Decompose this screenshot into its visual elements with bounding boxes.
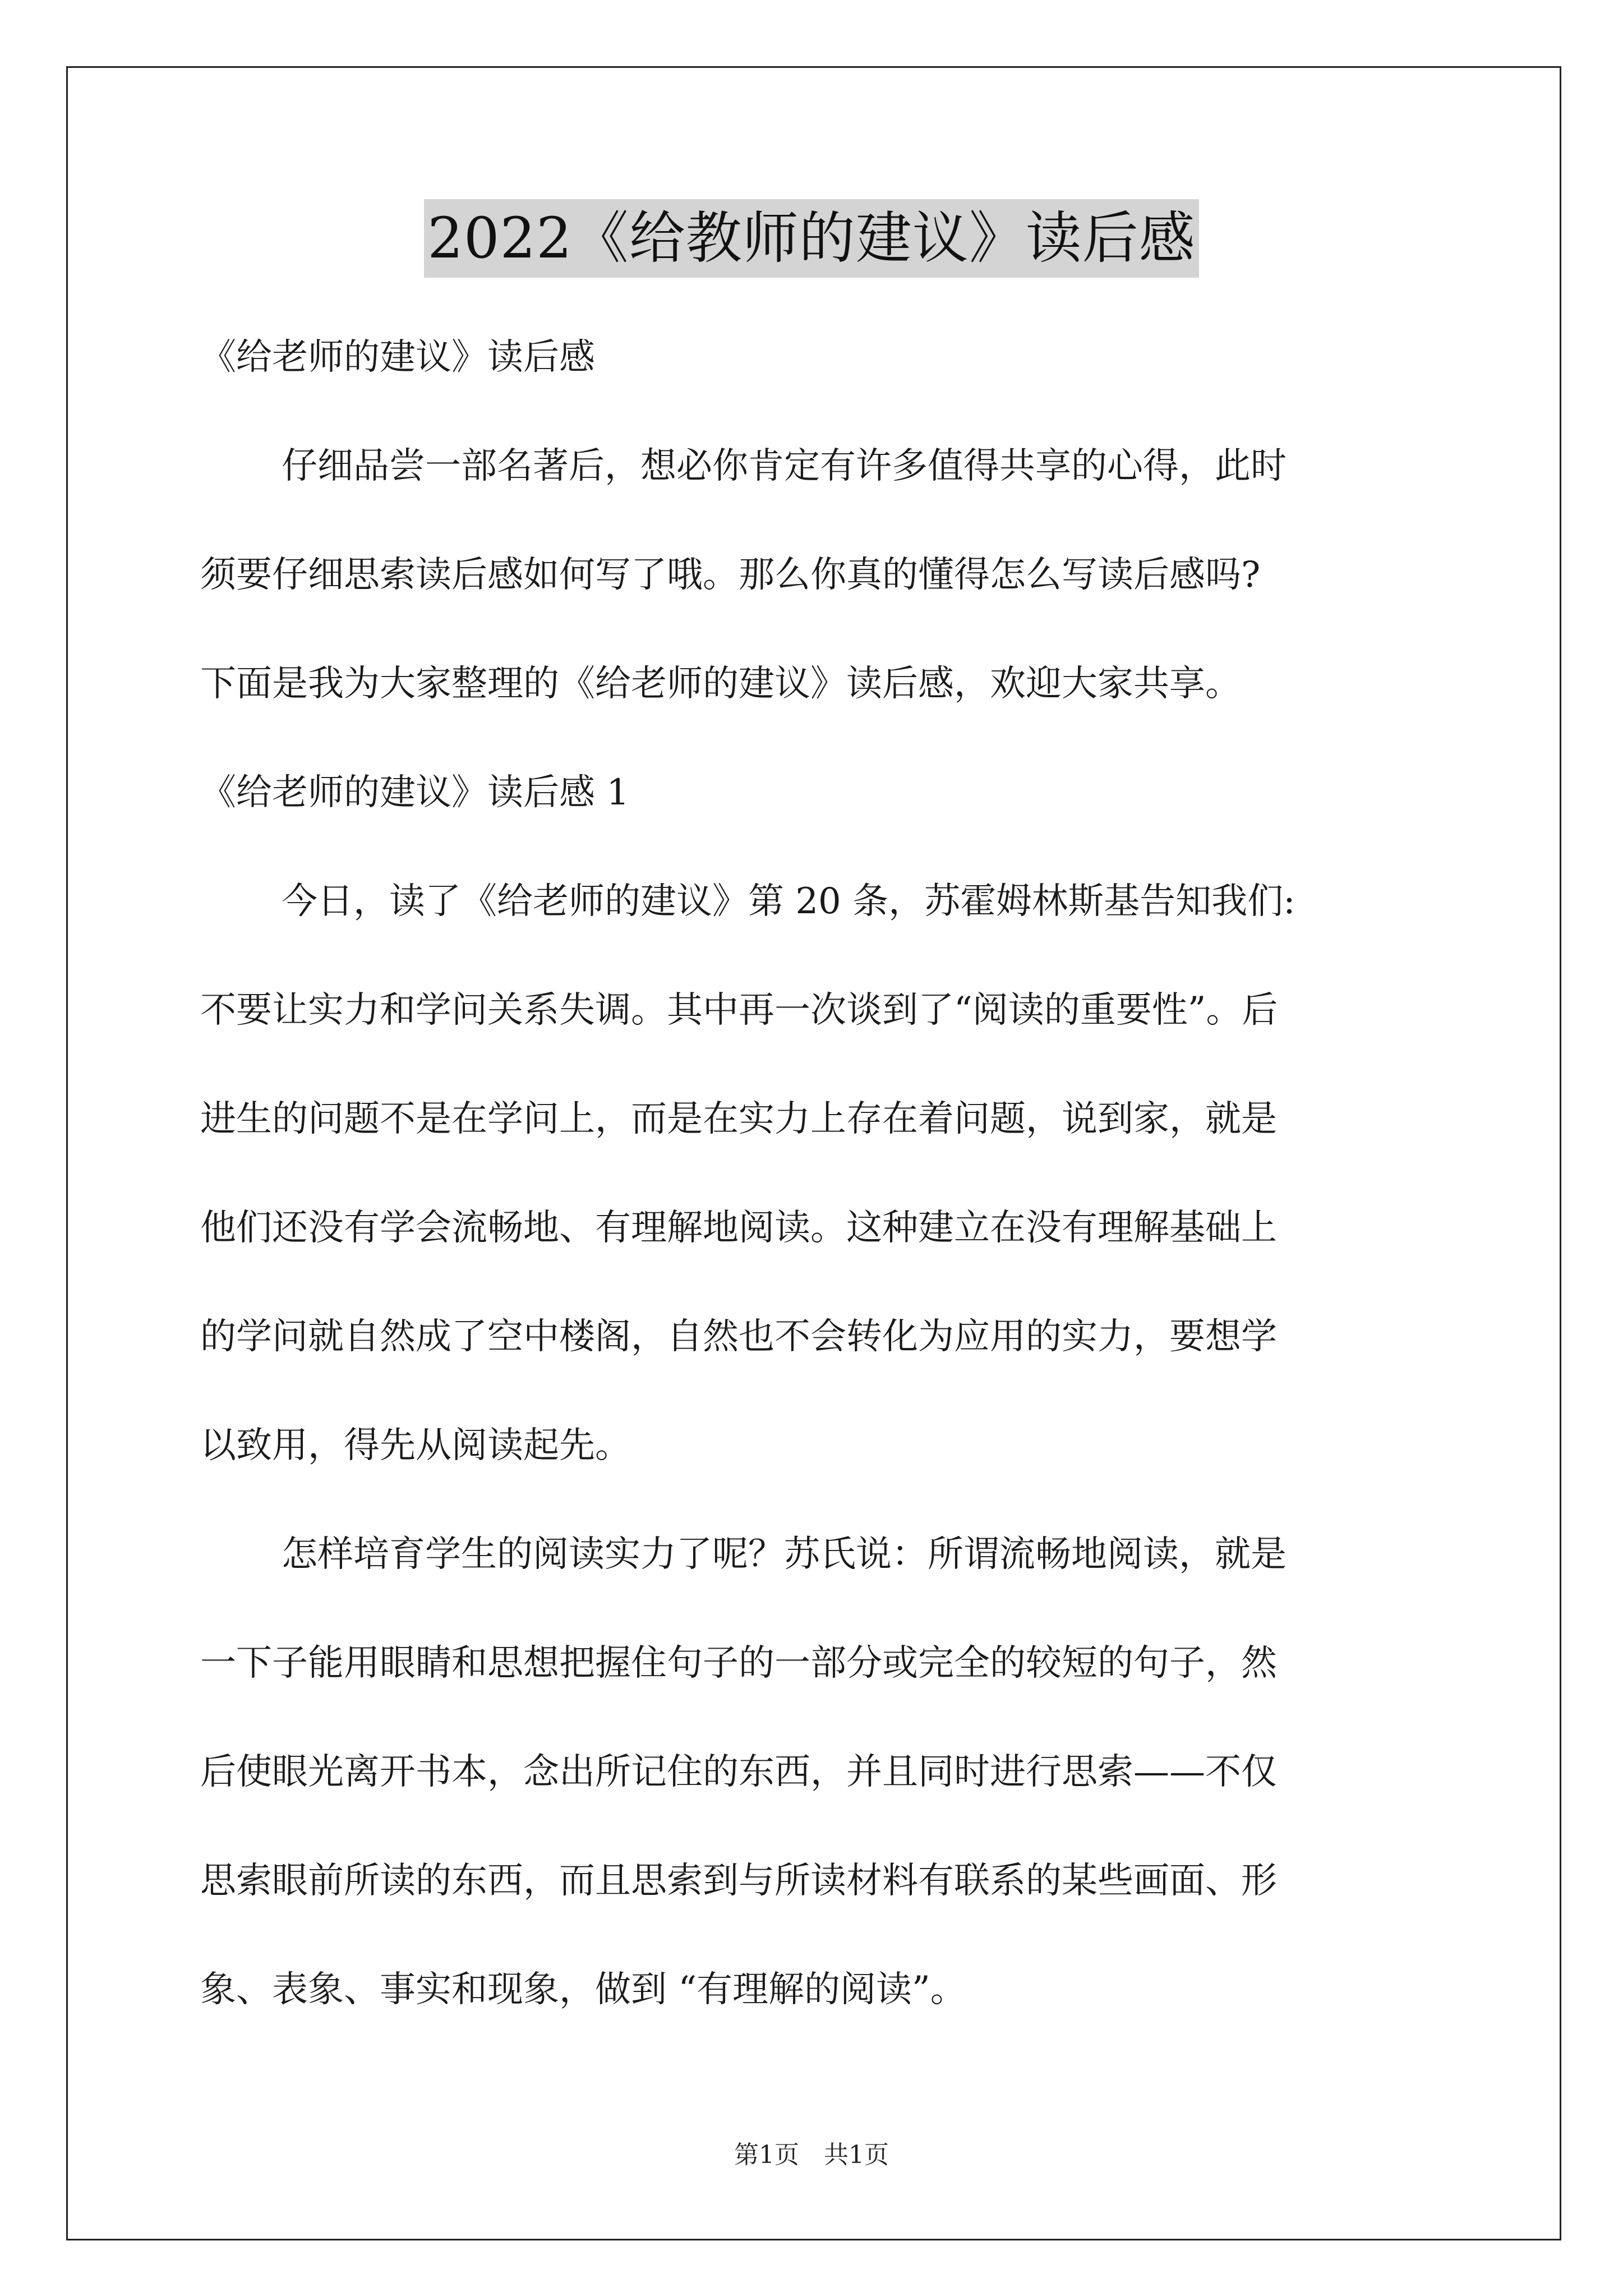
document-body [200,303,1434,2044]
paragraph-line: 须要仔细思索读后感如何写了哦。那么你真的懂得怎么写读后感吗? [200,554,1261,596]
paragraph-line: 怎样培育学生的阅读实力了呢？苏氏说：所谓流畅地阅读，就是 [282,1534,1287,1575]
document-title: 2022《给教师的建议》读后感 [424,199,1199,278]
paragraph-line: 象、表象、事实和现象，做到 “有理解的阅读”。 [200,1969,966,2010]
paragraph-line: 不要让实力和学问关系失调。其中再一次谈到了“阅读的重要性”。后 [200,990,1278,1031]
paragraph-line: 他们还没有学会流畅地、有理解地阅读。这种建立在没有理解基础上 [200,1207,1277,1249]
section-heading: 《给老师的建议》读后感 1 [200,772,630,813]
paragraph-line: 仔细品尝一部名著后，想必你肯定有许多值得共享的心得，此时 [282,445,1287,487]
paragraph-line: 思索眼前所读的东西，而且思索到与所读材料有联系的某些画面、形 [200,1860,1277,1902]
paragraph-line: 进生的问题不是在学问上，而是在实力上存在着问题，说到家，就是 [200,1098,1277,1140]
paragraph-line: 后使眼光离开书本，念出所记住的东西，并且同时进行思索——不仅 [200,1751,1277,1793]
paragraph-line: 今日，读了《给老师的建议》第 20 条，苏霍姆林斯基告知我们: [282,881,1295,922]
paragraph-line: 一下子能用眼睛和思想把握住句子的一部分或完全的较短的句子，然 [200,1642,1277,1684]
title-container [0,199,1623,278]
paragraph-line: 的学问就自然成了空中楼阁，自然也不会转化为应用的实力，要想学 [200,1316,1277,1358]
paragraph-line: 以致用，得先从阅读起先。 [200,1425,631,1466]
section-heading: 《给老师的建议》读后感 [200,337,595,378]
page-number: 第1页 共1页 [734,2141,889,2169]
paragraph-line: 下面是我为大家整理的《给老师的建议》读后感，欢迎大家共享。 [200,663,1241,705]
